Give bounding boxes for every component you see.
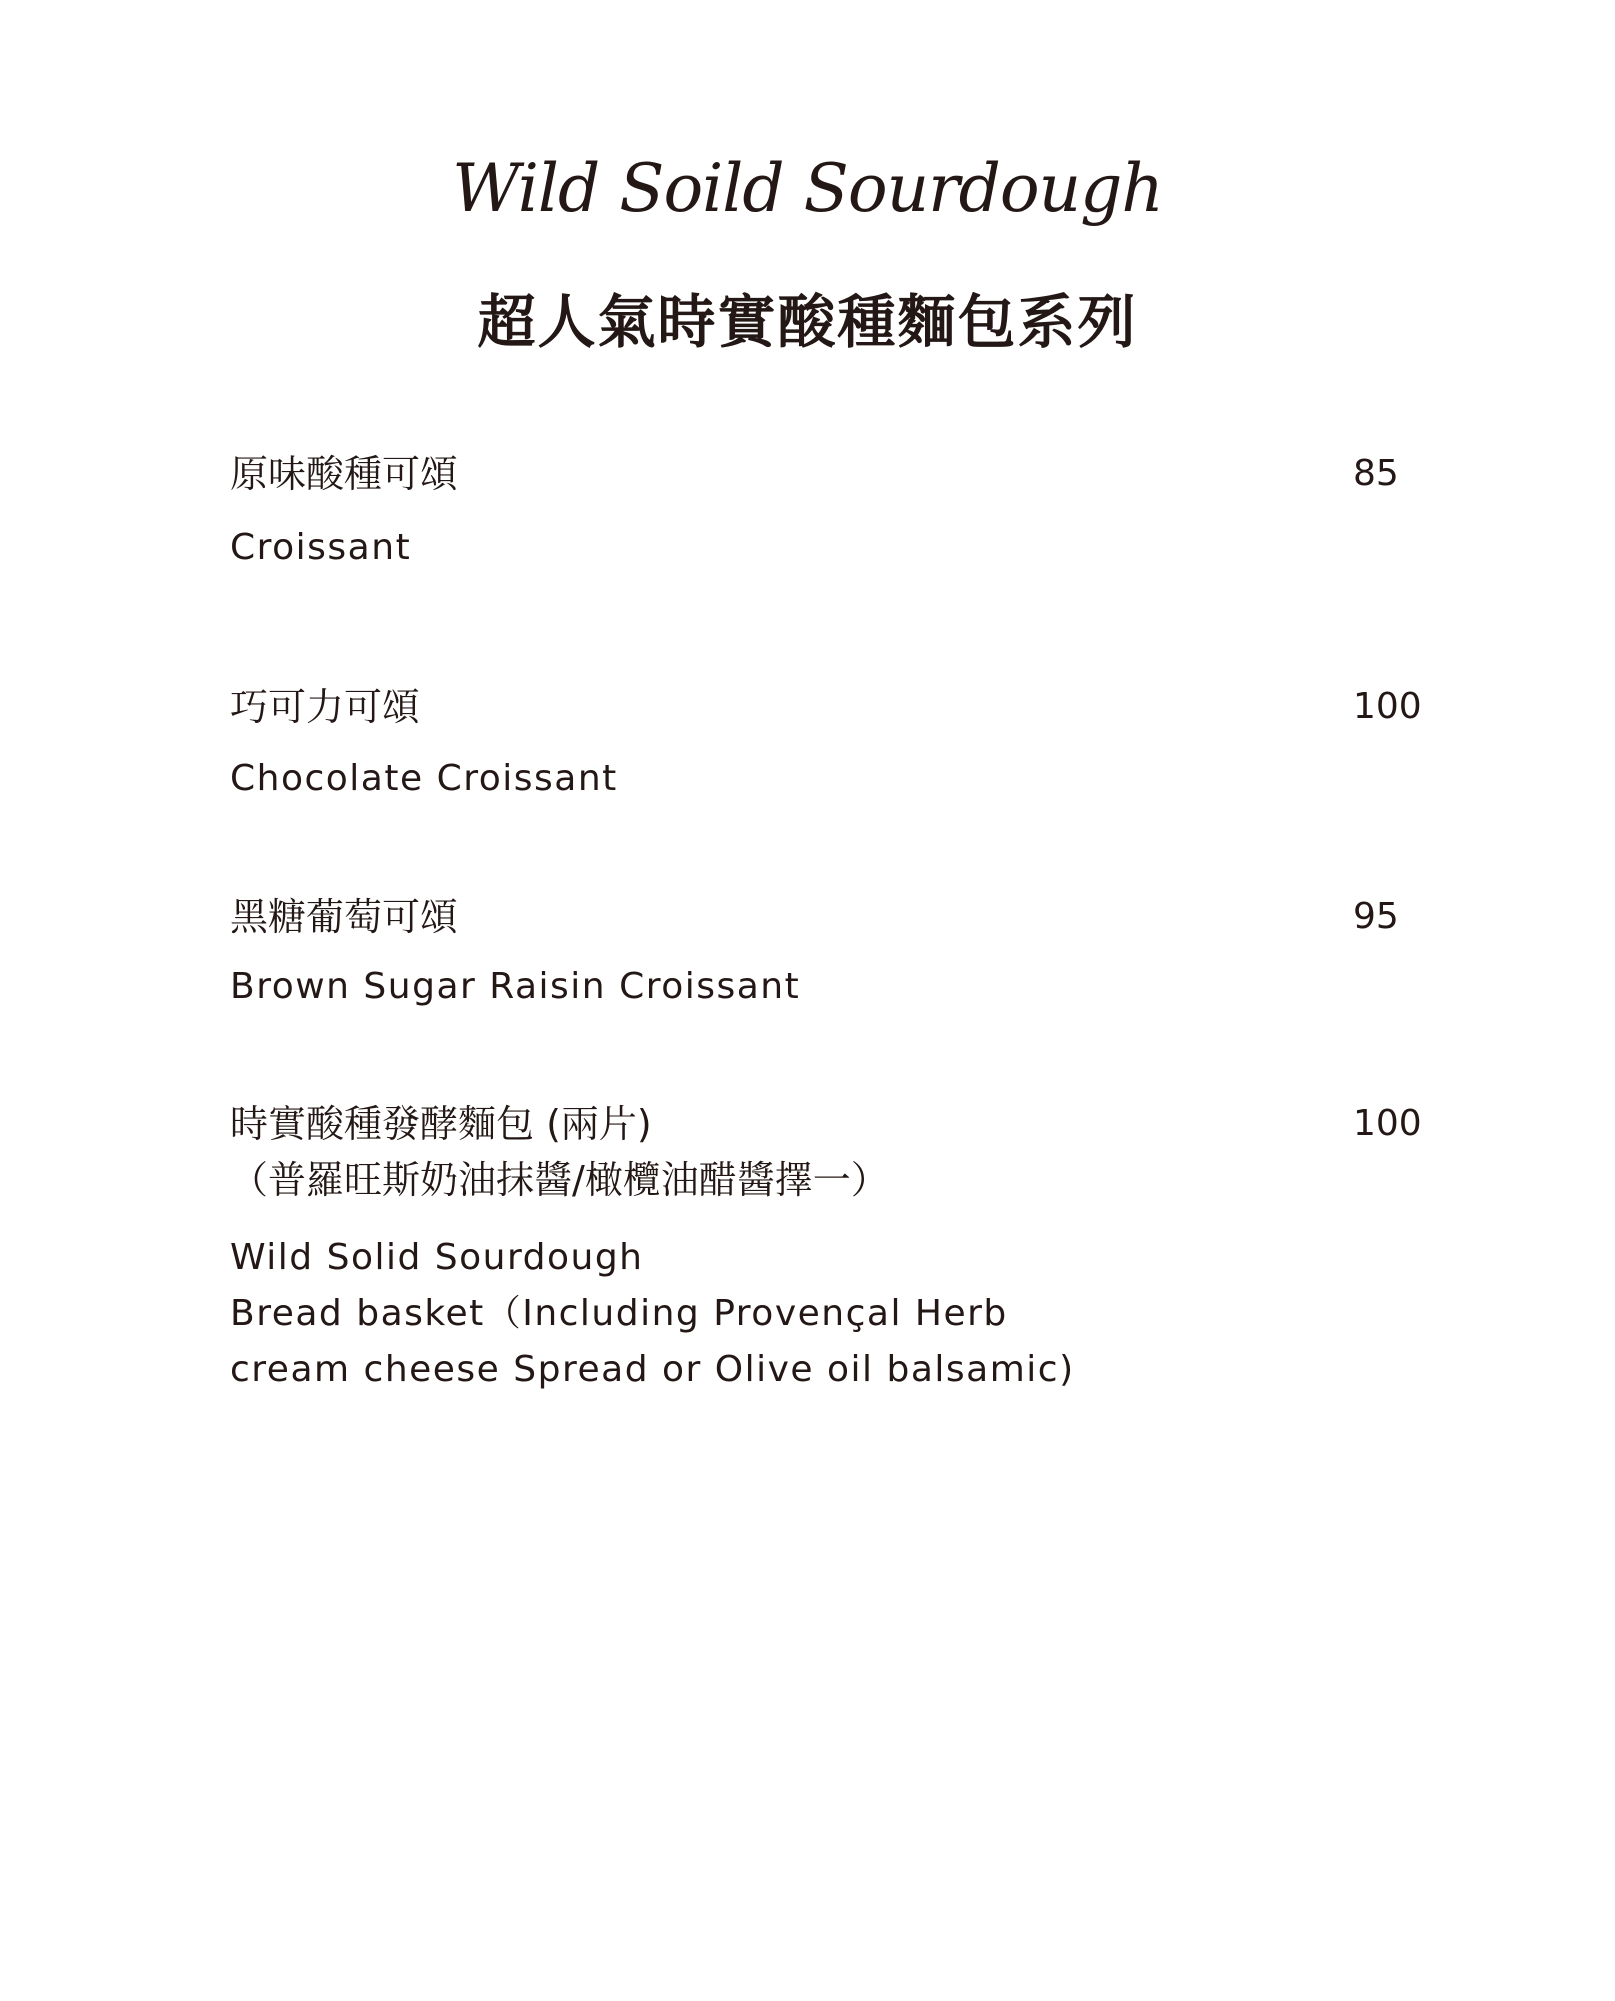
item-note-zh: （普羅旺斯奶油抹醬/橄欖油醋醬擇一） (230, 1158, 889, 1202)
item-name-zh: 時實酸種發酵麵包 (兩片) (230, 1102, 652, 1146)
item-price: 85 (1353, 453, 1399, 494)
item-name-en: Croissant (230, 527, 412, 568)
item-name-en-line: Bread basket（Including Provençal Herb (230, 1293, 1008, 1334)
item-price: 100 (1353, 686, 1422, 727)
item-name-en-line: cream cheese Spread or Olive oil balsamic) (230, 1349, 1075, 1390)
item-name-zh: 原味酸種可頌 (230, 452, 459, 496)
item-price: 100 (1353, 1103, 1422, 1144)
menu-section-title: 超人氣時實酸種麵包系列 (477, 288, 1138, 356)
item-name-en-line: Wild Solid Sourdough (230, 1237, 644, 1278)
menu-item-chocolate-croissant (230, 681, 1430, 807)
item-name-zh: 黑糖葡萄可頌 (230, 895, 459, 939)
item-name-zh: 巧可力可頌 (230, 685, 421, 729)
menu-item-croissant (230, 448, 1430, 576)
menu-item-brown-sugar-raisin-croissant (230, 891, 1430, 1015)
item-price: 95 (1353, 896, 1399, 937)
menu-item-sourdough-bread-basket (230, 1098, 1430, 1398)
item-name-en-block (230, 1230, 1430, 1398)
item-name-en: Chocolate Croissant (230, 758, 618, 799)
menu-script-title: Wild Soild Sourdough (452, 150, 1163, 227)
item-name-en: Brown Sugar Raisin Croissant (230, 966, 801, 1007)
